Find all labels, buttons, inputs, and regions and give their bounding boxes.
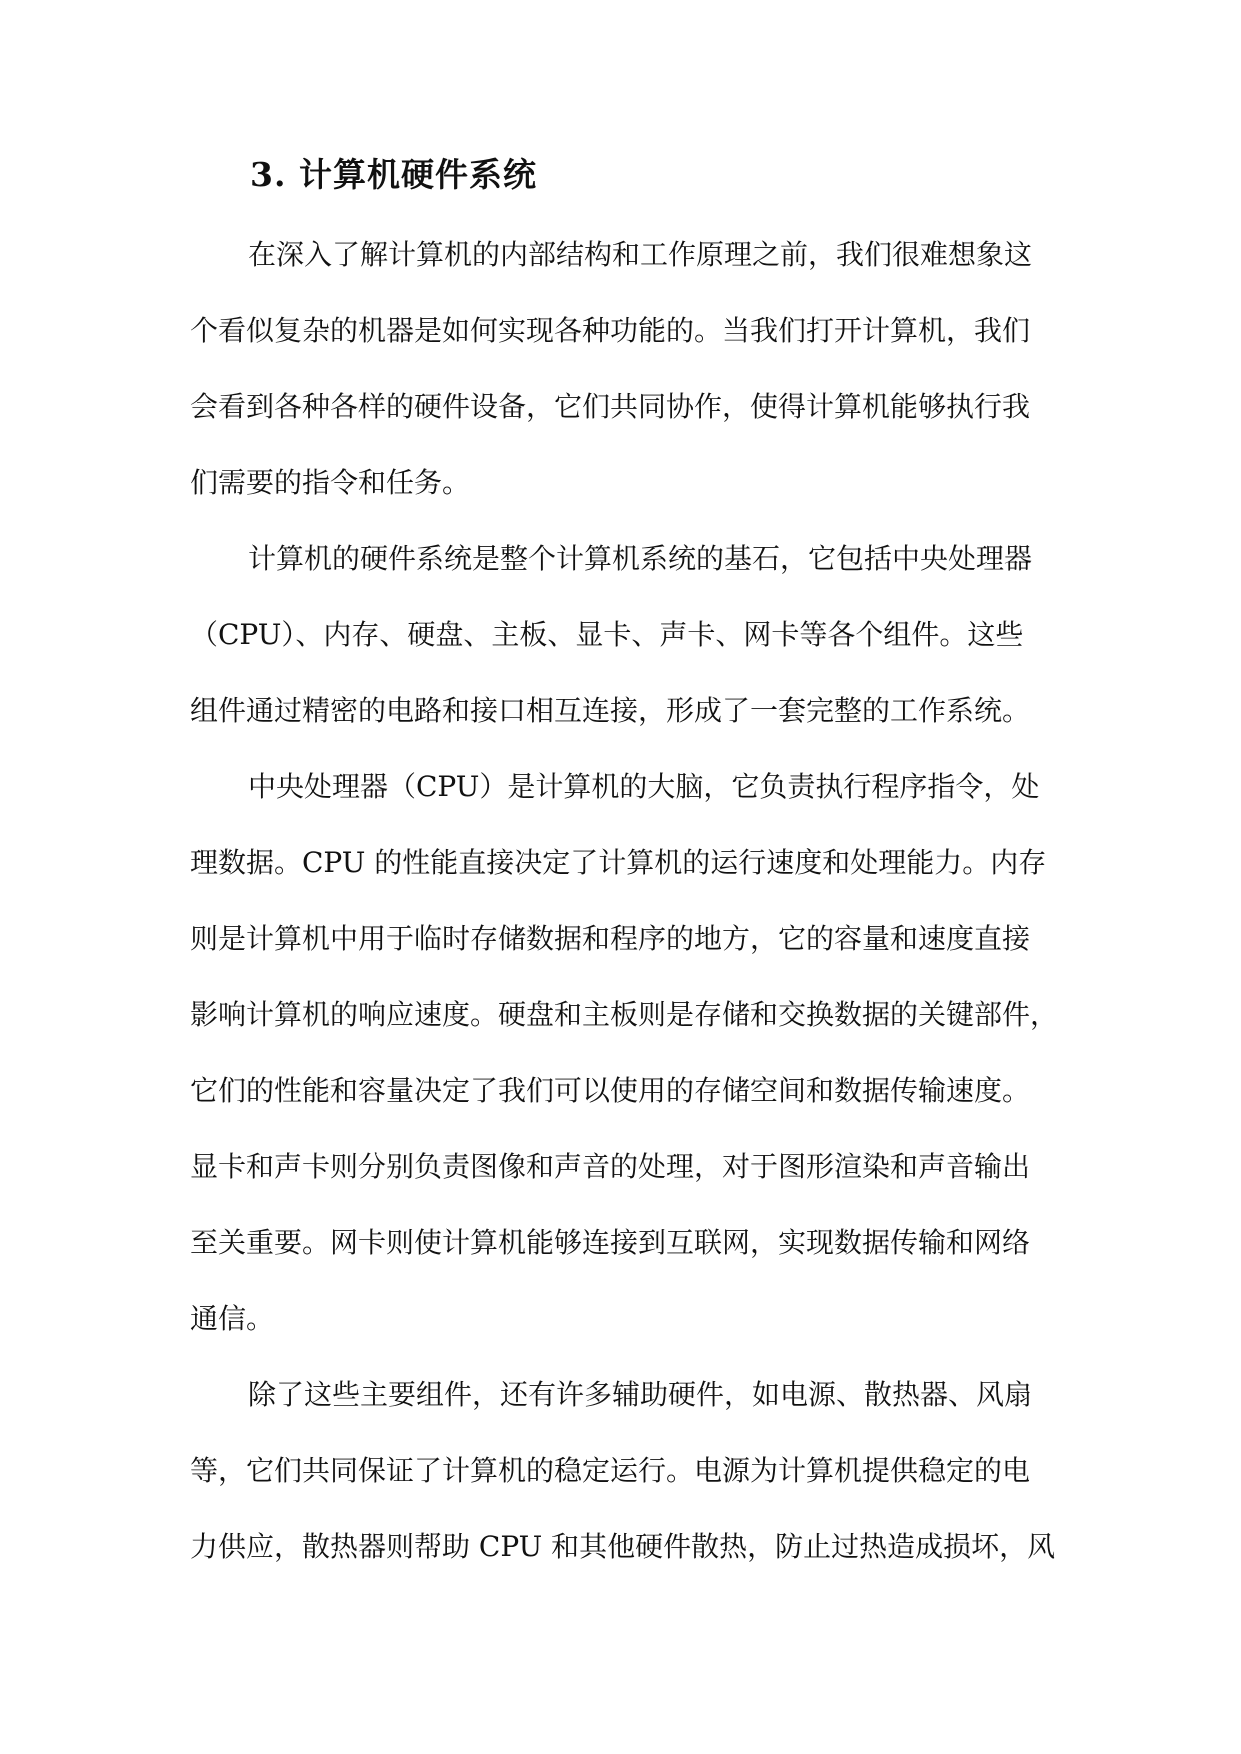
para2-line2: （CPU）、内存、硬盘、主板、显卡、声卡、网卡等各个组件。这些 [190,618,1024,651]
para4-line3: 力供应，散热器则帮助 CPU 和其他硬件散热，防止过热造成损坏，风 [190,1530,1056,1563]
para3-line1: 中央处理器（CPU）是计算机的大脑，它负责执行程序指令，处 [248,770,1040,803]
para3-line8: 通信。 [190,1302,275,1335]
para3-line3: 则是计算机中用于临时存储数据和程序的地方，它的容量和速度直接 [190,922,1031,955]
section-heading: 3. 计算机硬件系统 [250,155,537,194]
para1-line3: 会看到各种各样的硬件设备，它们共同协作，使得计算机能够执行我 [190,390,1031,423]
para3-line5: 它们的性能和容量决定了我们可以使用的存储空间和数据传输速度。 [190,1074,1031,1107]
para3-line2: 理数据。CPU 的性能直接决定了计算机的运行速度和处理能力。内存 [190,846,1047,879]
para3-line4: 影响计算机的响应速度。硬盘和主板则是存储和交换数据的关键部件， [190,998,1059,1031]
para3-line6: 显卡和声卡则分别负责图像和声音的处理，对于图形渲染和声音输出 [190,1150,1031,1183]
para1-line4: 们需要的指令和任务。 [190,466,471,499]
para2-line1: 计算机的硬件系统是整个计算机系统的基石，它包括中央处理器 [248,542,1033,575]
para4-line2: 等，它们共同保证了计算机的稳定运行。电源为计算机提供稳定的电 [190,1454,1031,1487]
para3-line7: 至关重要。网卡则使计算机能够连接到互联网，实现数据传输和网络 [190,1226,1031,1259]
para2-line3: 组件通过精密的电路和接口相互连接，形成了一套完整的工作系统。 [190,694,1031,727]
para1-line2: 个看似复杂的机器是如何实现各种功能的。当我们打开计算机，我们 [190,314,1031,347]
para1-line1: 在深入了解计算机的内部结构和工作原理之前，我们很难想象这 [248,238,1033,271]
para4-line1: 除了这些主要组件，还有许多辅助硬件，如电源、散热器、风扇 [248,1378,1033,1411]
